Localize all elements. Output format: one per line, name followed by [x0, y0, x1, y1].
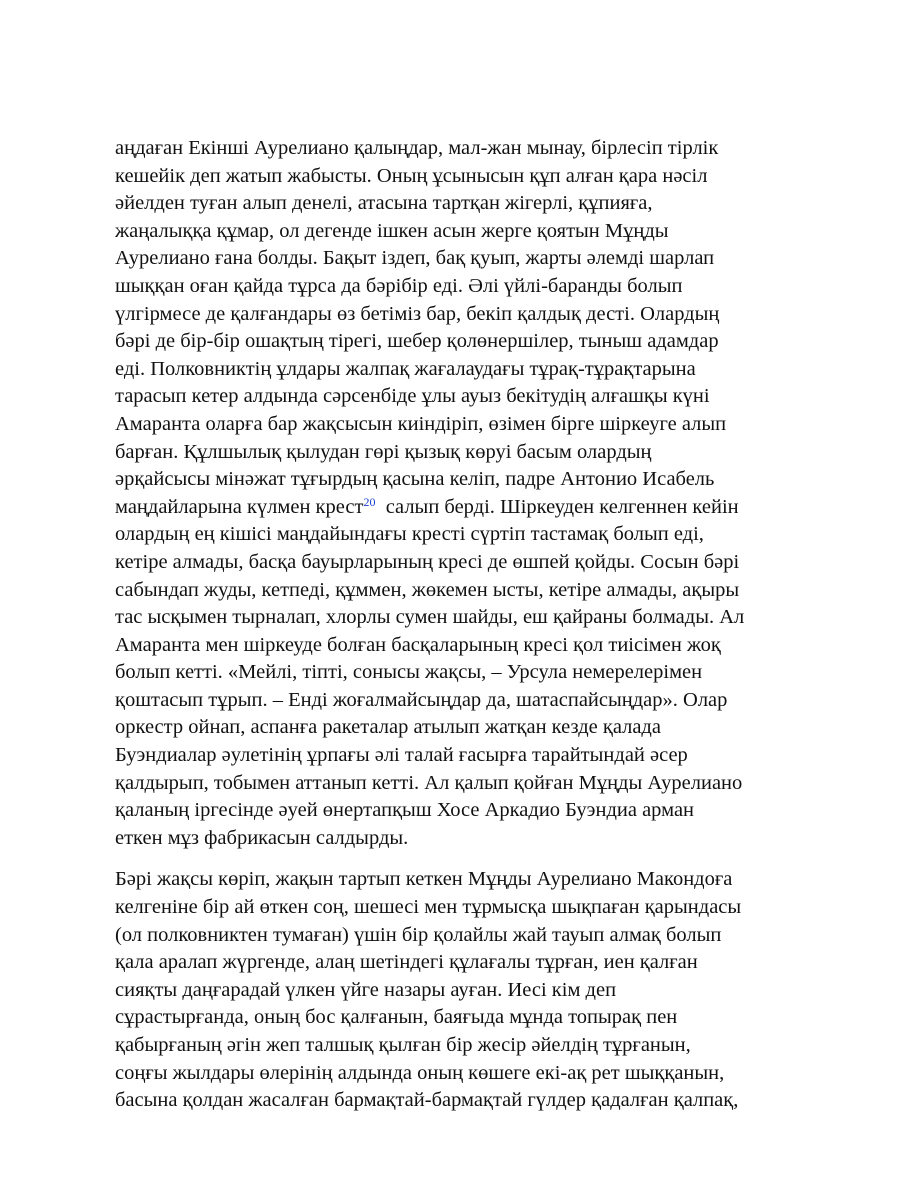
- text-line: Аурелиано ғана болды. Бақыт іздеп, бақ қуып, жарты әлемді шарлап: [115, 247, 715, 270]
- text-line: еткен мұз фабрикасын салдырды.: [115, 826, 409, 849]
- text-line: кешейік деп жатып жабысты. Оның ұсынысын құп алған қара нәсіл: [115, 164, 708, 187]
- text-line: қала аралап жүргенде, алаң шетіндегі құлағалы тұрған, иен қалған: [115, 951, 698, 974]
- document-page: [115, 135, 805, 1115]
- text-line: (ол полковниктен тумаған) үшін бір қолайлы жай тауып алмақ болып: [115, 923, 722, 946]
- text-line: оркестр ойнап, аспанға ракеталар атылып жатқан кезде қалада: [115, 716, 661, 739]
- text-line: болып кетті. «Мейлі, тіпті, сонысы жақсы, – Урсула немерелерімен: [115, 661, 703, 684]
- text-line: Бәрі жақсы көріп, жақын тартып кеткен Мұңды Аурелиано Макондоға: [115, 868, 733, 891]
- text-line: тас ысқымен тырналап, хлорлы сумен шайды, еш қайраны болмады. Ал: [115, 606, 745, 629]
- text-line: барған. Құлшылық қылудан гөрі қызық көруі басым олардың: [115, 440, 652, 463]
- text-line: бәрі де бір-бір ошақтың тірегі, шебер қолөнершілер, тыныш адамдар: [115, 330, 719, 353]
- text-line: еді. Полковниктің ұлдары жалпақ жағалаудағы тұрақ-тұрақтарына: [115, 357, 696, 380]
- text-line: Амаранта мен шіркеуде болған басқаларының кресі қол тиісімен жоқ: [115, 633, 721, 656]
- text-line: аңдаған Екінші Аурелиано қалыңдар, мал-жан мынау, бірлесіп тірлік: [115, 137, 719, 159]
- text-line: әйелден туған алып денелі, атасына тартқан жігерлі, құпияға,: [115, 192, 653, 215]
- text-line: әрқайсысы мінәжат тұғырдың қасына келіп, падре Антонио Исабель: [115, 468, 715, 491]
- text-line: қаланың іргесінде әуей өнертапқыш Хосе Аркадио Буэндиа арман: [115, 799, 695, 822]
- text-line: Амаранта оларға бар жақсысын киіндіріп, өзімен бірге шіркеуге алып: [115, 412, 727, 435]
- text-line-with-footnote: [115, 494, 805, 522]
- text-line: қалдырып, тобымен аттанып кетті. Ал қалып қойған Мұңды Аурелиано: [115, 771, 743, 794]
- text-line: тарасып кетер алдында сәрсенбіде ұлы ауыз бекітудің алғашқы күні: [115, 385, 710, 408]
- text-line: қабырғаның әгін жеп талшық қылған бір жесір әйелдің тұрғанын,: [115, 1034, 691, 1056]
- text-line: қоштасып тұрып. – Енді жоғалмайсыңдар да, шатаспайсыңдар». Олар: [115, 688, 728, 711]
- footnote-line-after: салып берді. Шіркеуден келгеннен кейін: [375, 495, 739, 518]
- footnote-line-before: маңдайларына күлмен крест: [115, 495, 364, 518]
- text-line: келгеніне бір ай өткен соң, шешесі мен тұрмысқа шықпаған қарындасы: [115, 896, 742, 919]
- text-line: Буэндиалар әулетінің ұрпағы әлі талай ғасырға тарайтындай әсер: [115, 744, 688, 767]
- text-line: үлгірмесе де қалғандары өз бетіміз бар, бекіп қалдық десті. Олардың: [115, 302, 720, 325]
- paragraph-2: [115, 866, 805, 1114]
- text-line: соңғы жылдары өлерінің алдында оның көшеге екі-ақ рет шыққанын,: [115, 1061, 725, 1084]
- text-line: шыққан оған қайда тұрса да бәрібір еді. Әлі үйлі-баранды болып: [115, 274, 683, 297]
- text-line: сияқты даңғарадай үлкен үйге назары ауған. Иесі кім деп: [115, 978, 617, 1001]
- text-line: кетіре алмады, басқа бауырларының кресі де өшпей қойды. Сосын бәрі: [115, 550, 740, 573]
- text-line: сабындап жуды, кетпеді, құммен, жөкемен ысты, кетіре алмады, ақыры: [115, 578, 740, 601]
- text-line: басына қолдан жасалған бармақтай-бармақтай гүлдер қадалған қалпақ,: [115, 1089, 739, 1112]
- paragraph-spacer: [115, 852, 805, 866]
- text-line: сұрастырғанда, оның бос қалғанын, баяғыда мұнда топырақ пен: [115, 1006, 678, 1029]
- paragraph-1: [115, 135, 805, 852]
- text-line: жаңалыққа құмар, ол дегенде ішкен асын жерге қоятын Мұңды: [115, 219, 669, 242]
- text-line: олардың ең кішісі маңдайындағы кресті сүртіп тастамақ болып еді,: [115, 523, 704, 546]
- footnote-reference-link[interactable]: 20: [363, 494, 376, 509]
